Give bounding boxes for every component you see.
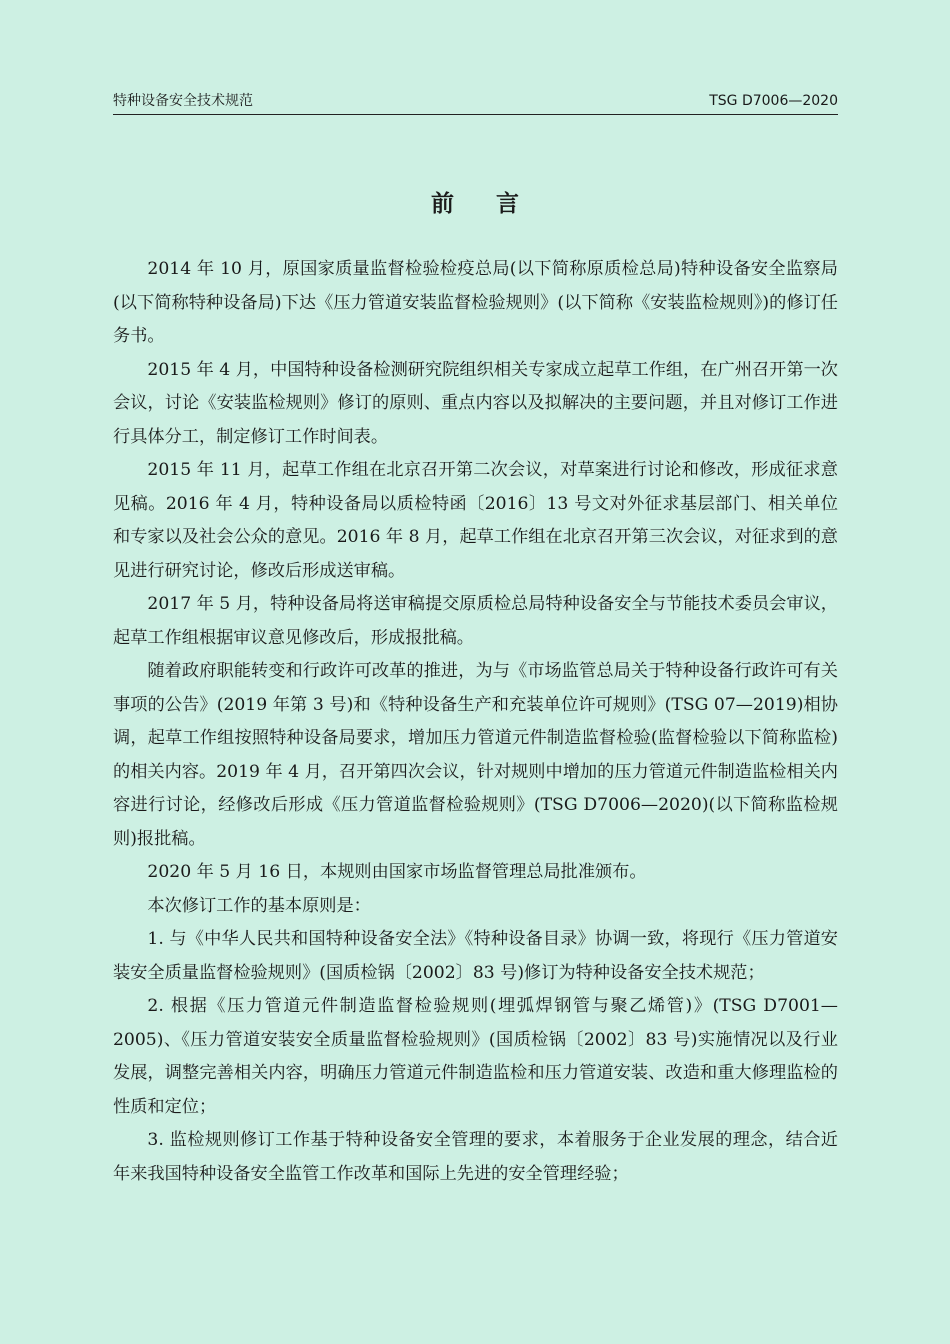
preface-body (113, 253, 838, 1191)
header-series-title: 特种设备安全技术规范 (113, 93, 253, 109)
section-title: 前言 (431, 191, 561, 217)
paragraph-6: 2020 年 5 月 16 日，本规则由国家市场监督管理总局批准颁布。 (147, 862, 647, 882)
principle-2: 2. 根据《压力管道元件制造监督检验规则(埋弧焊钢管与聚乙烯管)》(TSG D7001—2005)、《压力管道安装安全质量监督检验规则》(国质检锅〔2002〕83 号)实施情况以及行业发展，调整完善相关内容，明确压力管道元件制造监检和压力管道安装、改造和重大修理监检的性质和定位； (113, 996, 838, 1117)
paragraph-7: 本次修订工作的基本原则是： (147, 895, 371, 916)
paragraph-2: 2015 年 4 月，中国特种设备检测研究院组织相关专家成立起草工作组，在广州召开第一次会议，讨论《安装监检规则》修订的原则、重点内容以及拟解决的主要问题，并且对修订工作进行具体分工，制定修订工作时间表。 (113, 359, 838, 447)
paragraph-1: 2014 年 10 月，原国家质量监督检验检疫总局(以下简称原质检总局)特种设备安全监察局(以下简称特种设备局)下达《压力管道安装监督检验规则》(以下简称《安装监检规则》)的修订任务书。 (113, 259, 838, 346)
paragraph-5: 随着政府职能转变和行政许可改革的推进，为与《市场监管总局关于特种设备行政许可有关事项的公告》(2019 年第 3 号)和《特种设备生产和充装单位许可规则》(TSG 07—2019)相协调，起草工作组按照特种设备局要求，增加压力管道元件制造监督检验(监督检验以下简称监检)的相关内容。2019 年 4 月，召开第四次会议，针对规则中增加的压力管道元件制造监检相关内容进行讨论，经修改后形成《压力管道监督检验规则》(TSG D7006—2020)(以下简称监检规则)报批稿。 (113, 661, 838, 849)
principle-3: 3. 监检规则修订工作基于特种设备安全管理的要求，本着服务于企业发展的理念，结合近年来我国特种设备安全监管工作改革和国际上先进的安全管理经验； (113, 1130, 838, 1184)
header-standard-code: TSG D7006—2020 (709, 93, 838, 109)
paragraph-3: 2015 年 11 月，起草工作组在北京召开第二次会议，对草案进行讨论和修改，形成征求意见稿。2016 年 4 月，特种设备局以质检特函〔2016〕13 号文对外征求基层部门、相关单位和专家以及社会公众的意见。2016 年 8 月，起草工作组在北京召开第三次会议，对征求到的意见进行研究讨论，修改后形成送审稿。 (113, 460, 838, 581)
page-header (113, 90, 838, 115)
paragraph-4: 2017 年 5 月，特种设备局将送审稿提交原质检总局特种设备安全与节能技术委员会审议，起草工作组根据审议意见修改后，形成报批稿。 (113, 594, 838, 648)
principle-1: 1. 与《中华人民共和国特种设备安全法》《特种设备目录》协调一致，将现行《压力管道安装安全质量监督检验规则》(国质检锅〔2002〕83 号)修订为特种设备安全技术规范； (113, 929, 838, 983)
